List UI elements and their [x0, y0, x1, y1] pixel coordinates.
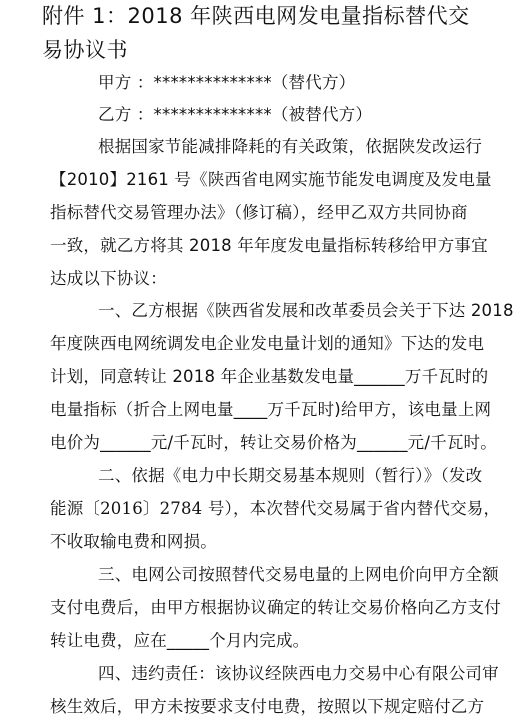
- document-title-line-1: 附件 1：2018 年陕西电网发电量指标替代交: [42, 4, 470, 28]
- clause-1-line-5: 电价为______元/千瓦时，转让交易价格为______元/千瓦时。: [50, 433, 497, 452]
- clause-3-line-1: 三、电网公司按照替代交易电量的上网电价向甲方全额: [98, 565, 499, 584]
- clause-1-line-3: 计划，同意转让 2018 年企业基数发电量______万千瓦时的: [50, 367, 489, 386]
- clause-1-line-4: 电量指标（折合上网电量____万千瓦时)给甲方，该电量上网: [50, 400, 492, 419]
- party-b-line: 乙方 ：**************（被替代方）: [98, 105, 373, 124]
- clause-1-line-1: 一、乙方根据《陕西省发展和改革委员会关于下达 2018: [98, 301, 514, 320]
- intro-line-4: 一致，就乙方将其 2018 年年度发电量指标转移给甲方事宜: [50, 236, 488, 255]
- intro-line-5: 达成以下协议：: [50, 269, 167, 288]
- intro-line-1: 根据国家节能减排降耗的有关政策，依据陕发改运行: [98, 137, 483, 156]
- intro-line-2: 【2010】2161 号《陕西省电网实施节能发电调度及发电量: [50, 170, 492, 189]
- clause-2-line-2: 能源〔2016〕2784 号），本次替代交易属于省内替代交易，: [50, 499, 501, 518]
- party-a-line: 甲方 ：**************（替代方）: [98, 73, 356, 92]
- clause-1-line-2: 年度陕西电网统调发电企业发电量计划的通知》下达的发电: [50, 334, 485, 353]
- clause-3-line-3: 转让电费，应在_____个月内完成。: [50, 631, 310, 650]
- clause-2-line-1: 二、依据《电力中长期交易基本规则（暂行）》（发改: [98, 466, 483, 485]
- document-title-line-2: 易协议书: [42, 38, 128, 62]
- clause-2-line-3: 不收取输电费和网损。: [50, 532, 217, 551]
- intro-line-3: 指标替代交易管理办法》（修订稿），经甲乙双方共同协商: [50, 203, 468, 222]
- clause-3-line-2: 支付电费后，由甲方根据协议确定的转让交易价格向乙方支付: [50, 598, 501, 617]
- clause-4-line-1: 四、违约责任：该协议经陕西电力交易中心有限公司审: [98, 664, 499, 683]
- clause-4-line-2: 核生效后，甲方未按要求支付电费，按照以下规定赔付乙方: [50, 697, 485, 716]
